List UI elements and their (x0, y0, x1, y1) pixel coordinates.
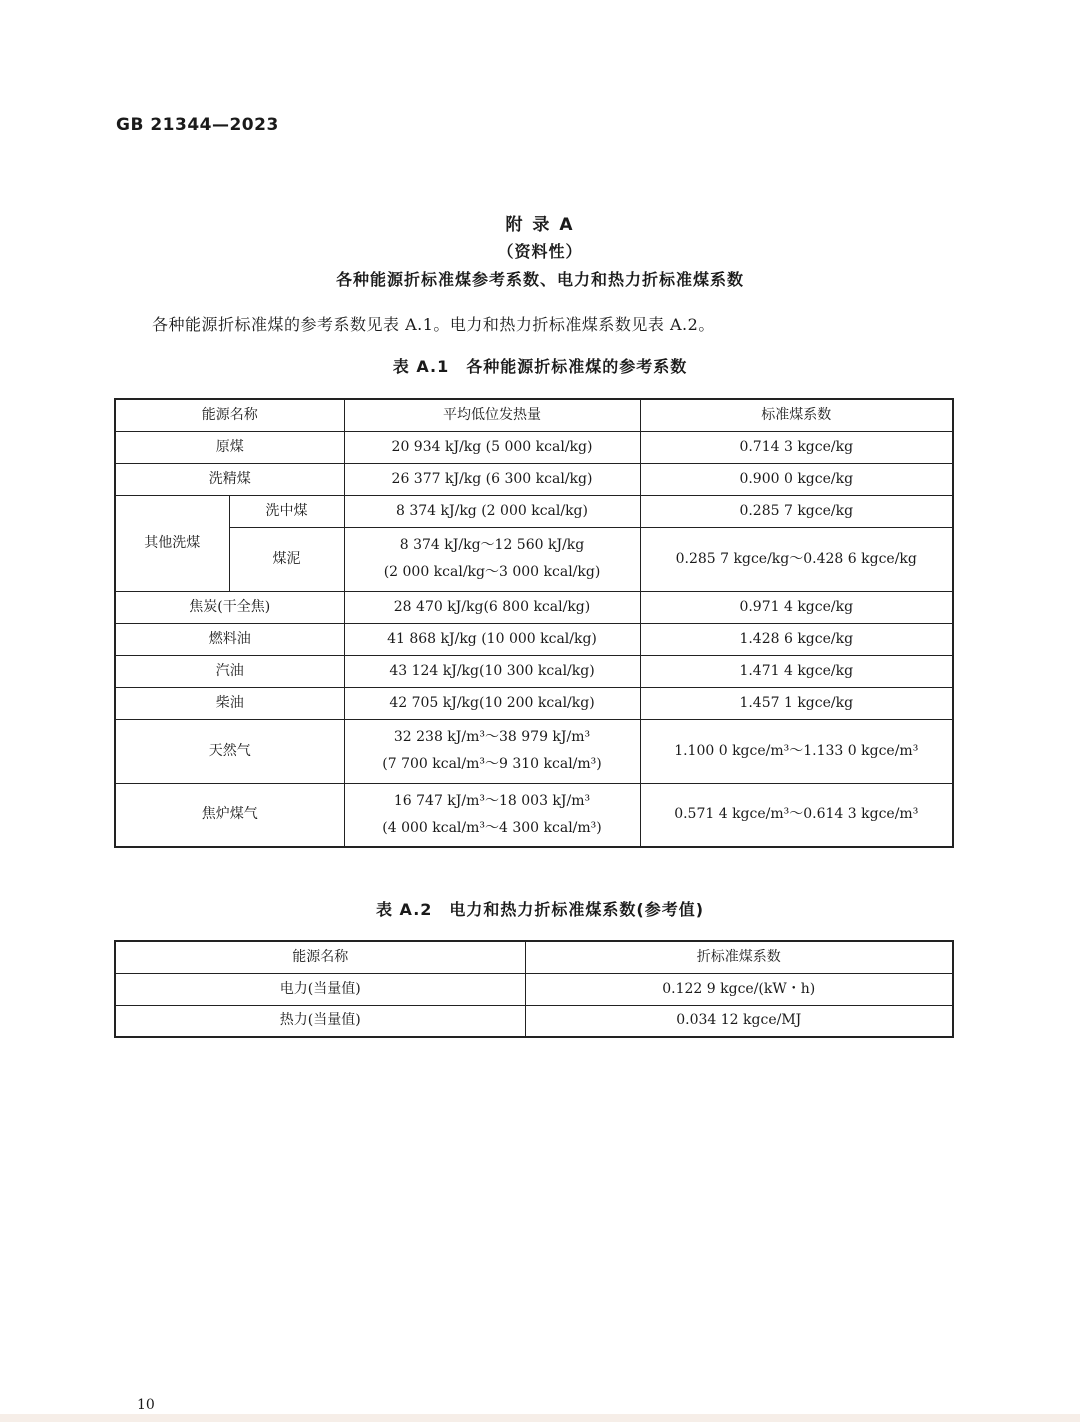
table-header-row (115, 941, 953, 973)
group-name: 其他洗煤 (115, 495, 229, 591)
header-coefficient: 标准煤系数 (640, 399, 953, 431)
table-a2 (114, 940, 954, 1038)
energy-name: 焦炭(干全焦) (115, 591, 344, 623)
heat-value-line: (2 000 kcal/kg～3 000 kcal/kg) (383, 564, 601, 580)
energy-name: 煤泥 (229, 527, 344, 591)
heat-value: 26 377 kJ/kg (6 300 kcal/kg) (344, 463, 640, 495)
heat-value: 8 374 kJ/kg (2 000 kcal/kg) (344, 495, 640, 527)
appendix-type: （资料性） (497, 242, 583, 261)
table-a1-caption: 表 A.1 各种能源折标准煤的参考系数 (392, 357, 688, 376)
coefficient: 0.714 3 kgce/kg (640, 431, 953, 463)
coefficient: 0.122 9 kgce/(kW・h) (525, 973, 953, 1005)
heat-value: 41 868 kJ/kg (10 000 kcal/kg) (344, 623, 640, 655)
coefficient: 1.428 6 kgce/kg (640, 623, 953, 655)
energy-name: 洗中煤 (229, 495, 344, 527)
energy-name: 天然气 (115, 719, 344, 783)
energy-name: 燃料油 (115, 623, 344, 655)
energy-name: 原煤 (115, 431, 344, 463)
coefficient: 1.457 1 kgce/kg (640, 687, 953, 719)
heat-value: 20 934 kJ/kg (5 000 kcal/kg) (344, 431, 640, 463)
energy-name: 热力(当量值) (115, 1005, 525, 1037)
coefficient: 0.971 4 kgce/kg (640, 591, 953, 623)
table-row (115, 1005, 953, 1037)
table-row (115, 623, 953, 655)
table-row (115, 463, 953, 495)
heat-value-line: (4 000 kcal/m³～4 300 kcal/m³) (382, 819, 602, 836)
table-row (115, 719, 953, 783)
table-a1 (114, 398, 954, 848)
table-a2-caption: 表 A.2 电力和热力折标准煤系数(参考值) (375, 900, 705, 919)
heat-value (344, 719, 640, 783)
intro-paragraph: 各种能源折标准煤的参考系数见表 A.1。电力和热力折标准煤系数见表 A.2。 (152, 315, 715, 334)
heat-value: 43 124 kJ/kg(10 300 kcal/kg) (344, 655, 640, 687)
energy-name: 电力(当量值) (115, 973, 525, 1005)
energy-name: 焦炉煤气 (115, 783, 344, 847)
table-row (115, 783, 953, 847)
coefficient: 0.900 0 kgce/kg (640, 463, 953, 495)
appendix-heading: 各种能源折标准煤参考系数、电力和热力折标准煤系数 (335, 270, 744, 289)
table-header-row (115, 399, 953, 431)
heat-value-line: 8 374 kJ/kg～12 560 kJ/kg (399, 537, 585, 553)
table-row (115, 431, 953, 463)
heat-value (344, 527, 640, 591)
coefficient: 1.100 0 kgce/m³～1.133 0 kgce/m³ (640, 719, 953, 783)
table-row (115, 495, 953, 527)
coefficient: 0.285 7 kgce/kg～0.428 6 kgce/kg (640, 527, 953, 591)
table-row (115, 655, 953, 687)
appendix-title: 附 录 A (505, 215, 575, 235)
header-heat-value: 平均低位发热量 (344, 399, 640, 431)
coefficient: 1.471 4 kgce/kg (640, 655, 953, 687)
page-bottom-edge (0, 1414, 1080, 1422)
energy-name: 汽油 (115, 655, 344, 687)
table-row (115, 591, 953, 623)
energy-name: 洗精煤 (115, 463, 344, 495)
header-coefficient: 折标准煤系数 (525, 941, 953, 973)
page-number: 10 (137, 1397, 155, 1413)
energy-name: 柴油 (115, 687, 344, 719)
coefficient: 0.034 12 kgce/MJ (525, 1005, 953, 1037)
heat-value: 42 705 kJ/kg(10 200 kcal/kg) (344, 687, 640, 719)
coefficient: 0.285 7 kgce/kg (640, 495, 953, 527)
heat-value-line: 16 747 kJ/m³～18 003 kJ/m³ (393, 792, 591, 809)
header-energy-name: 能源名称 (115, 941, 525, 973)
standard-code: GB 21344—2023 (116, 115, 279, 135)
heat-value: 28 470 kJ/kg(6 800 kcal/kg) (344, 591, 640, 623)
heat-value-line: (7 700 kcal/m³～9 310 kcal/m³) (382, 756, 602, 772)
header-energy-name: 能源名称 (115, 399, 344, 431)
heat-value (344, 783, 640, 847)
table-row (115, 527, 953, 591)
table-row (115, 973, 953, 1005)
table-row (115, 687, 953, 719)
heat-value-line: 32 238 kJ/m³～38 979 kJ/m³ (393, 729, 591, 745)
coefficient: 0.571 4 kgce/m³～0.614 3 kgce/m³ (640, 783, 953, 847)
